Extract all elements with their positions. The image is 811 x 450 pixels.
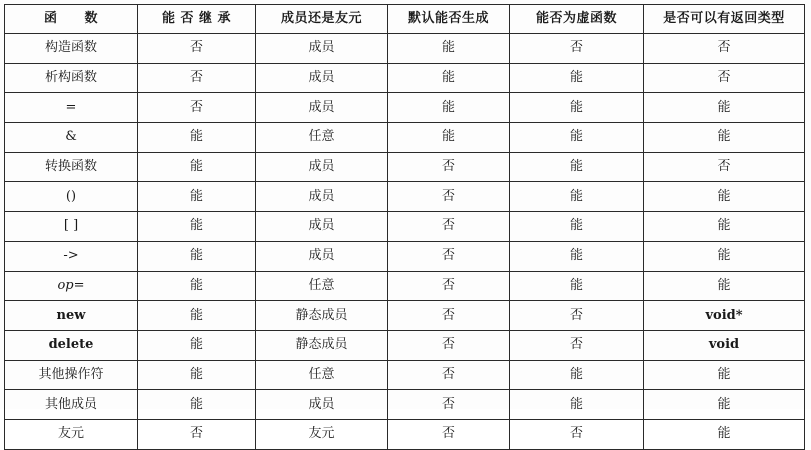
function-name-cell: op=: [5, 271, 138, 301]
header-cell-can-be-virtual: 能否为虚函数: [510, 5, 644, 34]
member-or-friend-cell: 任意: [256, 123, 388, 153]
member-or-friend-cell: 友元: [256, 419, 388, 449]
default-generated-cell: 否: [388, 360, 510, 390]
function-name-cell: &: [5, 123, 138, 153]
function-name-cell: [ ]: [5, 212, 138, 242]
default-generated-cell: 否: [388, 271, 510, 301]
return-type-cell: 能: [644, 182, 805, 212]
function-name-cell: =: [5, 93, 138, 123]
function-name-cell: ->: [5, 241, 138, 271]
member-or-friend-cell: 静态成员: [256, 330, 388, 360]
return-type-cell: 能: [644, 419, 805, 449]
table-row: [5, 301, 805, 331]
table-body: [5, 34, 805, 450]
return-type-cell: 能: [644, 271, 805, 301]
function-name-cell: new: [5, 301, 138, 331]
default-generated-cell: 否: [388, 152, 510, 182]
return-type-cell: 能: [644, 212, 805, 242]
can-be-virtual-cell: 能: [510, 182, 644, 212]
member-or-friend-cell: 任意: [256, 360, 388, 390]
member-or-friend-cell: 成员: [256, 93, 388, 123]
default-generated-cell: 否: [388, 241, 510, 271]
default-generated-cell: 能: [388, 93, 510, 123]
return-type-cell: 否: [644, 152, 805, 182]
table-row: [5, 182, 805, 212]
header-cell-inheritable: 能 否 继 承: [138, 5, 256, 34]
function-name-cell: 其他成员: [5, 390, 138, 420]
can-be-virtual-cell: 能: [510, 152, 644, 182]
return-type-cell: 否: [644, 34, 805, 64]
header-cell-function: 函 数: [5, 5, 138, 34]
inheritable-cell: 能: [138, 301, 256, 331]
can-be-virtual-cell: 能: [510, 390, 644, 420]
function-properties-table: [4, 4, 805, 450]
member-or-friend-cell: 成员: [256, 241, 388, 271]
default-generated-cell: 能: [388, 63, 510, 93]
function-name-cell: delete: [5, 330, 138, 360]
default-generated-cell: 否: [388, 419, 510, 449]
return-type-cell: 能: [644, 360, 805, 390]
default-generated-cell: 否: [388, 390, 510, 420]
inheritable-cell: 否: [138, 93, 256, 123]
member-or-friend-cell: 任意: [256, 271, 388, 301]
header-row: [5, 5, 805, 34]
default-generated-cell: 能: [388, 34, 510, 64]
inheritable-cell: 否: [138, 419, 256, 449]
return-type-cell: void*: [644, 301, 805, 331]
default-generated-cell: 能: [388, 123, 510, 153]
table-row: [5, 152, 805, 182]
can-be-virtual-cell: 能: [510, 63, 644, 93]
can-be-virtual-cell: 能: [510, 93, 644, 123]
table-row: [5, 123, 805, 153]
can-be-virtual-cell: 能: [510, 123, 644, 153]
inheritable-cell: 能: [138, 182, 256, 212]
member-or-friend-cell: 静态成员: [256, 301, 388, 331]
table-row: [5, 390, 805, 420]
default-generated-cell: 否: [388, 330, 510, 360]
can-be-virtual-cell: 否: [510, 330, 644, 360]
member-or-friend-cell: 成员: [256, 34, 388, 64]
inheritable-cell: 能: [138, 212, 256, 242]
return-type-cell: 能: [644, 390, 805, 420]
table-row: [5, 93, 805, 123]
inheritable-cell: 能: [138, 360, 256, 390]
inheritable-cell: 能: [138, 390, 256, 420]
header-cell-member-or-friend: 成员还是友元: [256, 5, 388, 34]
return-type-cell: 能: [644, 93, 805, 123]
can-be-virtual-cell: 否: [510, 419, 644, 449]
table-row: [5, 212, 805, 242]
inheritable-cell: 否: [138, 34, 256, 64]
inheritable-cell: 否: [138, 63, 256, 93]
return-type-cell: 能: [644, 241, 805, 271]
inheritable-cell: 能: [138, 330, 256, 360]
inheritable-cell: 能: [138, 241, 256, 271]
member-or-friend-cell: 成员: [256, 63, 388, 93]
table-row: [5, 419, 805, 449]
function-name-cell: (): [5, 182, 138, 212]
member-or-friend-cell: 成员: [256, 182, 388, 212]
table-row: [5, 330, 805, 360]
header-cell-return-type: 是否可以有返回类型: [644, 5, 805, 34]
default-generated-cell: 否: [388, 212, 510, 242]
can-be-virtual-cell: 能: [510, 360, 644, 390]
can-be-virtual-cell: 能: [510, 271, 644, 301]
default-generated-cell: 否: [388, 182, 510, 212]
can-be-virtual-cell: 否: [510, 301, 644, 331]
table-row: [5, 360, 805, 390]
member-or-friend-cell: 成员: [256, 152, 388, 182]
table-header: [5, 5, 805, 34]
table-row: [5, 34, 805, 64]
return-type-cell: 能: [644, 123, 805, 153]
can-be-virtual-cell: 否: [510, 34, 644, 64]
table-row: [5, 241, 805, 271]
return-type-cell: 否: [644, 63, 805, 93]
can-be-virtual-cell: 能: [510, 241, 644, 271]
default-generated-cell: 否: [388, 301, 510, 331]
member-or-friend-cell: 成员: [256, 390, 388, 420]
function-name-cell: 转换函数: [5, 152, 138, 182]
function-name-cell: 其他操作符: [5, 360, 138, 390]
table-row: [5, 63, 805, 93]
return-type-cell: void: [644, 330, 805, 360]
can-be-virtual-cell: 能: [510, 212, 644, 242]
inheritable-cell: 能: [138, 271, 256, 301]
table-row: [5, 271, 805, 301]
function-name-cell: 友元: [5, 419, 138, 449]
function-name-cell: 构造函数: [5, 34, 138, 64]
member-or-friend-cell: 成员: [256, 212, 388, 242]
function-name-cell: 析构函数: [5, 63, 138, 93]
inheritable-cell: 能: [138, 123, 256, 153]
inheritable-cell: 能: [138, 152, 256, 182]
header-cell-default-generated: 默认能否生成: [388, 5, 510, 34]
